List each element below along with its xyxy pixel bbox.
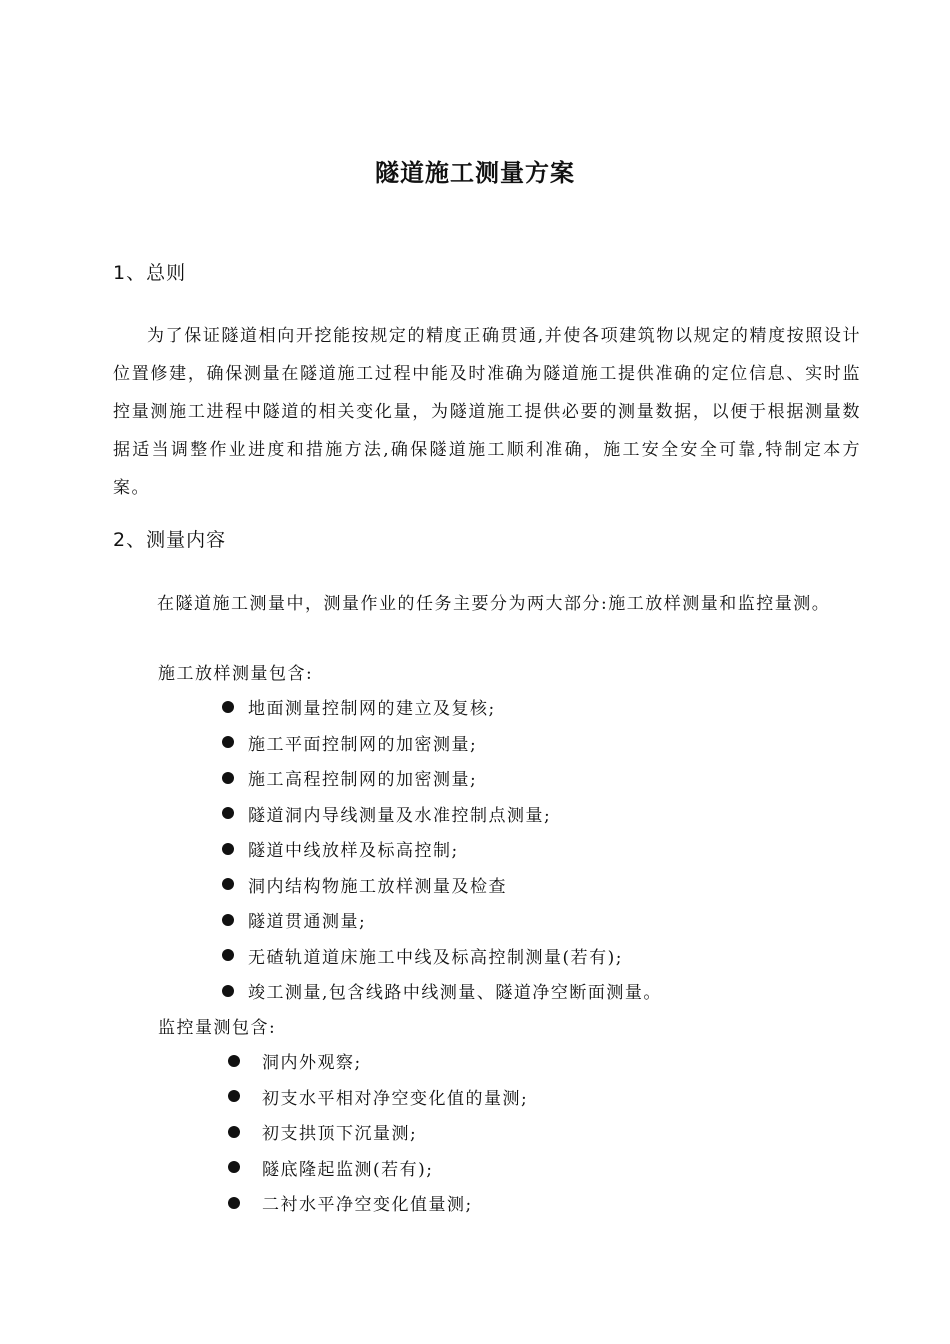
monitoring-heading: 监控量测包含: — [158, 1018, 277, 1038]
bullet-icon — [228, 1126, 240, 1138]
list-item-text: 隧道贯通测量; — [248, 912, 367, 933]
bullet-icon — [222, 701, 234, 713]
list-item-text: 隧底隆起监测(若有); — [262, 1159, 434, 1180]
monitoring-list — [228, 1043, 528, 1221]
list-item-text: 二衬水平净空变化值量测; — [262, 1195, 473, 1216]
list-item-text: 隧道中线放样及标高控制; — [248, 841, 459, 862]
section-heading-general: 1、总则 — [113, 262, 187, 284]
list-item-text: 洞内外观察; — [262, 1053, 362, 1074]
list-item — [228, 1043, 528, 1079]
list-item — [222, 831, 662, 867]
list-item — [222, 973, 662, 1009]
bullet-icon — [228, 1090, 240, 1102]
bullet-icon — [228, 1197, 240, 1209]
list-item-text: 洞内结构物施工放样测量及检查 — [248, 876, 507, 897]
bullet-icon — [222, 772, 234, 784]
list-item — [228, 1079, 528, 1115]
layout-survey-list — [222, 689, 662, 1009]
list-item — [222, 796, 662, 832]
bullet-icon — [228, 1055, 240, 1067]
layout-survey-heading: 施工放样测量包含: — [158, 664, 314, 684]
list-item — [228, 1114, 528, 1150]
list-item — [222, 902, 662, 938]
list-item — [222, 938, 662, 974]
list-item — [228, 1185, 528, 1221]
bullet-icon — [222, 878, 234, 890]
list-item-text: 隧道洞内导线测量及水准控制点测量; — [248, 805, 552, 826]
list-item-text: 初支拱顶下沉量测; — [262, 1124, 418, 1145]
list-item-text: 无碴轨道道床施工中线及标高控制测量(若有); — [248, 947, 623, 968]
bullet-icon — [222, 914, 234, 926]
bullet-icon — [222, 736, 234, 748]
section-body-general: 为了保证隧道相向开挖能按规定的精度正确贯通,并使各项建筑物以规定的精度按照设计位置修建，确保测量在隧道施工过程中能及时准确为隧道施工提供准确的定位信息、实时监控量测施工进程中隧道的相关变化量，为隧道施工提供必要的测量数据，以便于根据测量数据适当调整作业进度和措施方法,确保隧道施工顺利准确，施工安全安全可靠,特制定本方案。 — [113, 326, 861, 498]
bullet-icon — [222, 985, 234, 997]
list-item — [222, 689, 662, 725]
list-item — [228, 1150, 528, 1186]
list-item — [222, 867, 662, 903]
section-body-content: 在隧道施工测量中，测量作业的任务主要分为两大部分:施工放样测量和监控量测。 — [157, 594, 831, 614]
list-item-text: 施工高程控制网的加密测量; — [248, 770, 478, 791]
list-item-text: 竣工测量,包含线路中线测量、隧道净空断面测量。 — [248, 983, 662, 1004]
section-heading-content: 2、测量内容 — [113, 529, 227, 551]
list-item — [222, 760, 662, 796]
list-item-text: 地面测量控制网的建立及复核; — [248, 699, 496, 720]
document-title: 隧道施工测量方案 — [375, 159, 575, 187]
list-item-text: 初支水平相对净空变化值的量测; — [262, 1088, 529, 1109]
bullet-icon — [228, 1161, 240, 1173]
bullet-icon — [222, 949, 234, 961]
list-item-text: 施工平面控制网的加密测量; — [248, 734, 478, 755]
list-item — [222, 725, 662, 761]
bullet-icon — [222, 807, 234, 819]
bullet-icon — [222, 843, 234, 855]
